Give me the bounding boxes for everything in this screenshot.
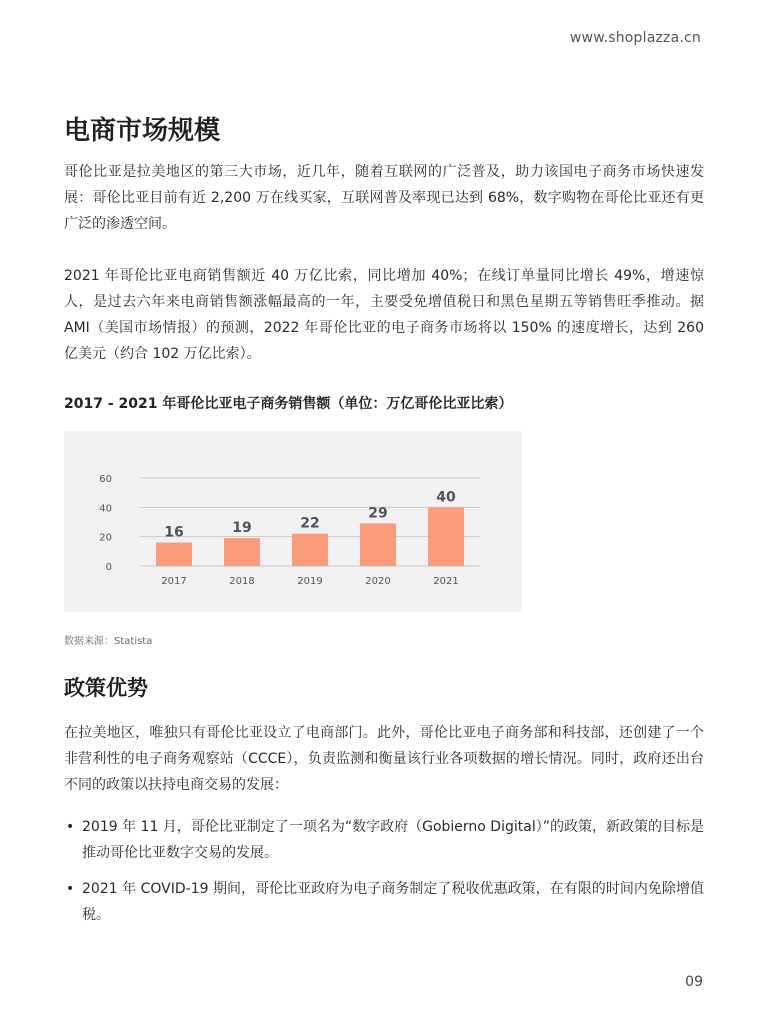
- bar-value-label: 29: [368, 505, 388, 522]
- section-title-market-size: 电商市场规模: [64, 116, 221, 146]
- bar-value-label: 19: [232, 520, 252, 537]
- bar-value-label: 40: [436, 489, 456, 506]
- x-tick-label: 2017: [161, 576, 187, 587]
- paragraph-policy: 在拉美地区，唯独只有哥伦比亚设立了电商部门。此外，哥伦比亚电子商务部和科技部，还创建了一个非营利性的电子商务观察站（CCCE），负责监测和衡量该行业各项数据的增长情况。同时，政府还出台不同的政策以扶持电商交易的发展：: [64, 725, 704, 793]
- list-item: [64, 876, 704, 928]
- list-item-text: 2019 年 11 月，哥伦比亚制定了一项名为“数字政府（Gobierno Digital）”的政策，新政策的目标是推动哥伦比亚数字交易的发展。: [82, 819, 704, 861]
- y-tick-label: 20: [99, 532, 112, 544]
- x-tick-label: 2019: [297, 576, 323, 587]
- page-number: 09: [685, 974, 703, 990]
- bar: [224, 538, 260, 566]
- policy-bullet-list: [64, 814, 704, 928]
- bullet-icon: •: [66, 881, 75, 897]
- bar: [360, 523, 396, 566]
- bar-chart-canvas: [64, 431, 522, 612]
- y-tick-label: 60: [99, 474, 112, 485]
- paragraph-sales-growth: 2021 年哥伦比亚电商销售额近 40 万亿比索，同比增加 40%；在线订单量同比增长 49%，增速惊人，是过去六年来电商销售额涨幅最高的一年，主要受免增值税日和黑色星期五等销售旺季推动。据 AMI（美国市场情报）的预测，2022 年哥伦比亚的电子商务市场将以 150% 的速度增长，达到 260 亿美元（约合 102 万亿比索）。: [64, 268, 704, 362]
- bar: [292, 534, 328, 566]
- list-item-text: 2021 年 COVID-19 期间，哥伦比亚政府为电子商务制定了税收优惠政策，在有限的时间内免除增值税。: [82, 881, 704, 923]
- bar: [428, 507, 464, 566]
- chart-title: 2017 - 2021 年哥伦比亚电子商务销售额（单位：万亿哥伦比亚比索）: [64, 396, 513, 412]
- y-tick-label: 0: [105, 562, 112, 573]
- bar: [156, 543, 192, 566]
- section-title-policy: 政策优势: [64, 676, 148, 700]
- list-item: [64, 814, 704, 866]
- x-tick-label: 2020: [365, 576, 391, 587]
- bullet-icon: •: [66, 819, 75, 835]
- paragraph-market-overview: 哥伦比亚是拉美地区的第三大市场，近几年，随着互联网的广泛普及，助力该国电子商务市场快速发展：哥伦比亚目前有近 2,200 万在线买家，互联网普及率现已达到 68%，数字购物在哥伦比亚还有更广泛的渗透空间。: [64, 164, 704, 232]
- chart-source: 数据来源：Statista: [64, 636, 153, 647]
- site-url: www.shoplazza.cn: [569, 30, 701, 46]
- bar-value-label: 16: [164, 524, 184, 541]
- bar-chart: [64, 431, 522, 612]
- x-tick-label: 2018: [229, 576, 255, 587]
- bar-value-label: 22: [300, 515, 320, 532]
- x-tick-label: 2021: [433, 576, 459, 587]
- y-tick-label: 40: [99, 503, 112, 515]
